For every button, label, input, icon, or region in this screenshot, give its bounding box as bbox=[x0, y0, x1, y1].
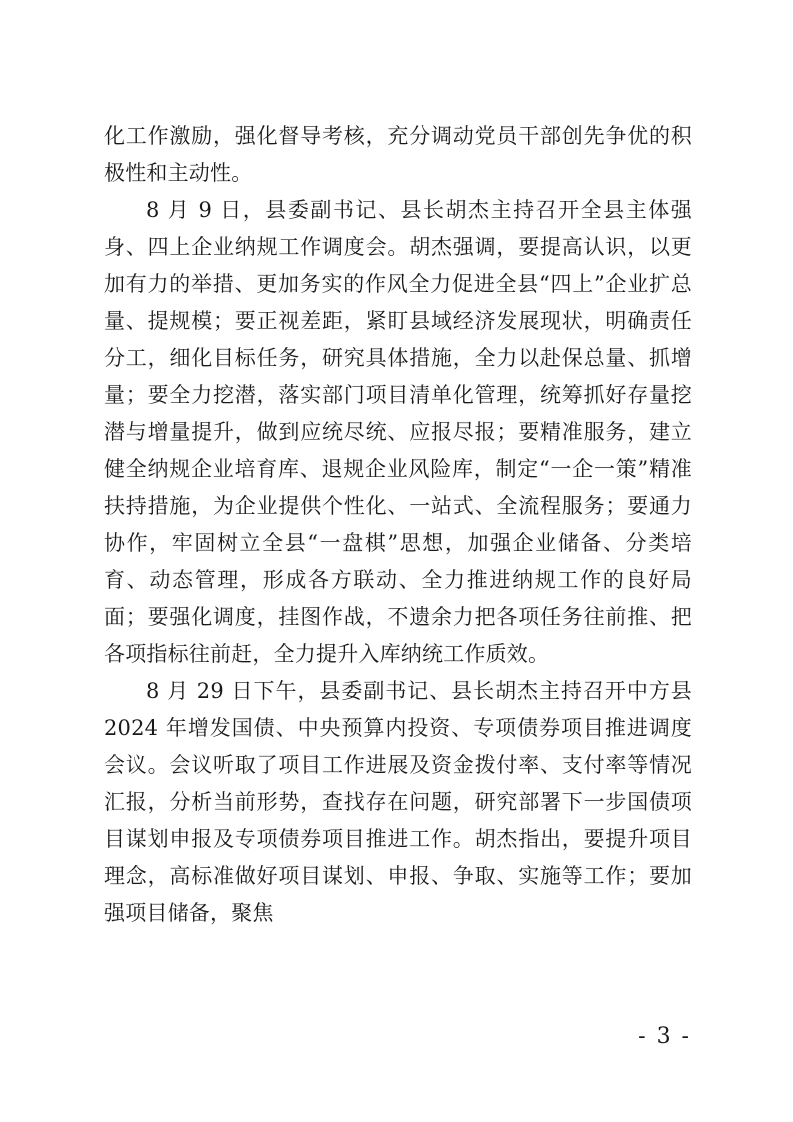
page-number: - 3 - bbox=[638, 1024, 691, 1049]
paragraph-3: 8 月 29 日下午，县委副书记、县长胡杰主持召开中方县 2024 年增发国债、中央预算内投资、专项债券项目推进调度会议。会议听取了项目工作进展及资金拨付率、支付率等情况汇报，分析当前形势，查找存在问题，研究部署下一步国债项目谋划申报及专项债券项目推进工作。胡杰指出，要提升项目理念，高标准做好项目谋划、申报、争取、实施等工作；要加强项目储备，聚焦 bbox=[104, 679, 692, 925]
document-body bbox=[104, 118, 692, 932]
paragraph-1: 化工作激励，强化督导考核，充分调动党员干部创先争优的积极性和主动性。 bbox=[104, 124, 692, 185]
paragraph-2: 8 月 9 日，县委副书记、县长胡杰主持召开全县主体强身、四上企业纳规工作调度会。胡杰强调，要提高认识，以更加有力的举措、更加务实的作风全力促进全县“四上”企业扩总量、提规模；要正视差距，紧盯县域经济发展现状，明确责任分工，细化目标任务，研究具体措施，全力以赴保总量、抓增量；要全力挖潜，落实部门项目清单化管理，统筹抓好存量挖潜与增量提升，做到应统尽统、应报尽报；要精准服务，建立健全纳规企业培育库、退规企业风险库，制定“一企一策”精准扶持措施，为企业提供个性化、一站式、全流程服务；要通力协作，牢固树立全县“一盘棋”思想，加强企业储备、分类培育、动态管理，形成各方联动、全力推进纳规工作的良好局面；要强化调度，挂图作战，不遗余力把各项任务往前推、把各项指标往前赶，全力提升入库纳统工作质效。 bbox=[104, 198, 692, 666]
